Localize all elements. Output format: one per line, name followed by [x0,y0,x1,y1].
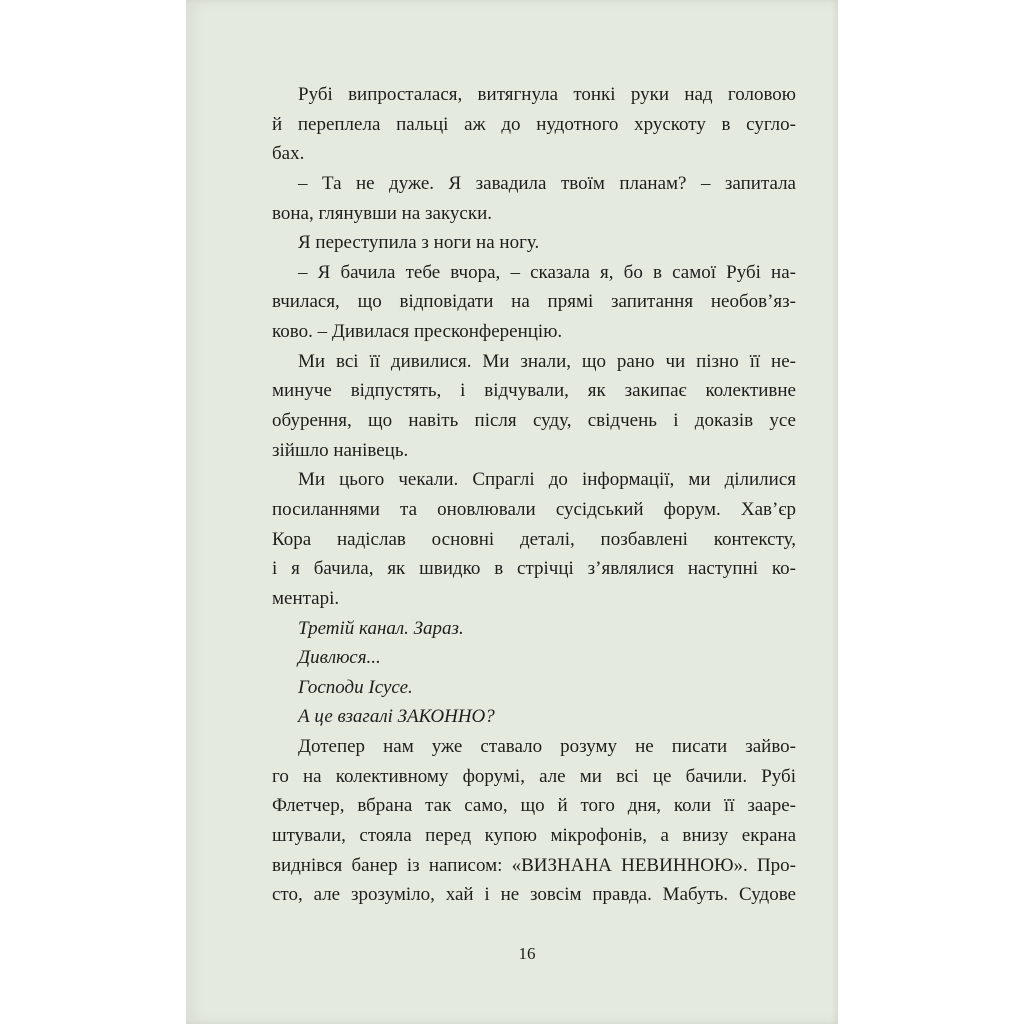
text-line: ково. – Дивилася пресконференцію. [272,321,563,343]
body-text [272,80,796,910]
text-line: зійшло нанівець. [272,439,409,461]
text-line: Рубі випросталася, витягнула тонкі руки над головою [298,84,796,105]
text-line: А це взагалі ЗАКОННО? [298,706,495,728]
text-line: посиланнями та оновлювали сусідський форум. Хав’єр [272,498,796,520]
text-line: виднівся банер із написом: «ВИЗНАНА НЕВИННОЮ». Про- [272,854,796,876]
text-line: – Я бачила тебе вчора, – сказала я, бо в самої Рубі на- [298,261,796,283]
text-line: Я переступила з ноги на ногу. [298,232,540,254]
text-line: минуче відпустять, і відчували, як закипає колективне [272,380,796,402]
text-line: Дотепер нам уже ставало розуму не писати зайво- [298,736,796,758]
text-line: й переплела пальці аж до нудотного хрускоту в сугло- [272,113,796,135]
text-line: Господи Ісусе. [298,676,413,698]
book-page [186,0,838,1024]
text-line: Дивлюся... [298,647,381,669]
text-line: Ми всі її дивилися. Ми знали, що рано чи пізно її не- [298,350,796,372]
text-line: го на колективному форумі, але ми всі це бачили. Рубі [272,765,796,787]
text-line: бах. [272,143,305,165]
page-number: 16 [518,944,536,963]
text-line: Ми цього чекали. Спраглі до інформації, ми ділилися [298,469,796,491]
text-line: штували, стояла перед купою мікрофонів, а внизу екрана [272,825,796,847]
text-line: і я бачила, як швидко в стрічці з’являлися наступні ко- [272,558,796,580]
text-line: сто, але зрозуміло, хай і не зовсім правда. Мабуть. Судове [272,884,796,906]
text-line: – Та не дуже. Я завадила твоїм планам? – запитала [298,172,796,194]
text-line: обурення, що навіть після суду, свідчень і доказів усе [272,410,796,432]
text-line: Флетчер, вбрана так само, що й того дня, коли її зааре- [272,795,796,817]
text-line: вона, глянувши на закуски. [272,202,493,224]
text-line: Кора надіслав основні деталі, позбавлені контексту, [272,528,796,550]
text-line: Третій канал. Зараз. [298,617,464,639]
text-line: вчилася, що відповідати на прямі запитання необов’яз- [272,291,796,313]
text-line: ментарі. [272,587,340,609]
